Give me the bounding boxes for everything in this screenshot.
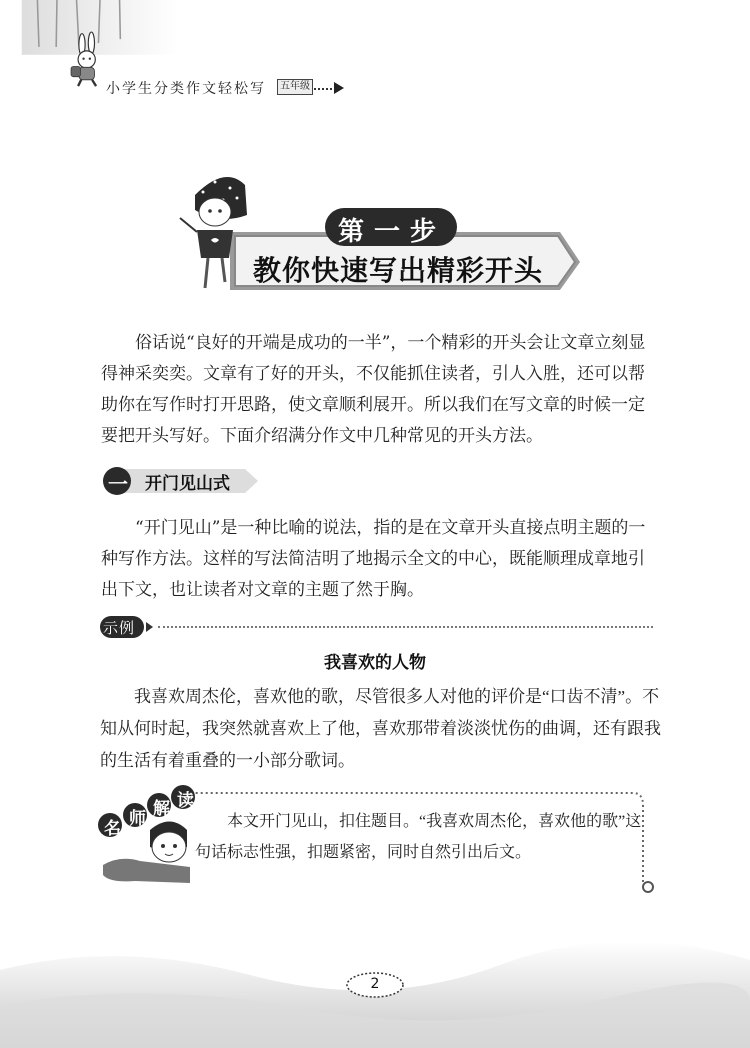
commentary-label-char: 读 bbox=[177, 791, 194, 811]
chapter-title: 教你快速写出精彩开头 bbox=[252, 254, 543, 287]
page-number: 2 bbox=[370, 976, 380, 992]
example-arrow-icon bbox=[146, 622, 153, 632]
grade-badge: 五年级 bbox=[277, 79, 313, 95]
example-title: 我喜欢的人物 bbox=[324, 653, 426, 673]
commentary-text: 本文开门见山，扣住题目。“我喜欢周杰伦，喜欢他的歌”这句话标志性强，扣题紧密，同时自然引出后文。 bbox=[195, 813, 642, 861]
commentary-label-char: 师 bbox=[129, 809, 146, 829]
header-decoration bbox=[0, 0, 200, 90]
step-label: 第一步 bbox=[337, 217, 446, 247]
section-paragraph: “开门见山”是一种比喻的说法，指的是在文章开头直接点明主题的一种写作方法。这样的写法简洁明了地揭示全文的中心，既能顺理成章地引出下文，也让读者对文章的主题了然于胸。 bbox=[101, 518, 646, 600]
example-divider bbox=[158, 626, 653, 628]
header-divider bbox=[314, 88, 336, 90]
section-title: 开门见山式 bbox=[145, 474, 230, 494]
header-arrow-icon bbox=[334, 82, 344, 94]
example-label: 示例 bbox=[103, 619, 136, 637]
example-paragraph: 我喜欢周杰伦，喜欢他的歌，尽管很多人对他的评价是“口齿不清”。不知从何时起，我突然就喜欢上了他，喜欢那带着淡淡忧伤的曲调，还有跟我的生活有着重叠的一小部分歌词。 bbox=[100, 687, 661, 770]
section-number: 一 bbox=[108, 472, 128, 496]
book-title: 小学生分类作文轻松写 bbox=[106, 81, 266, 97]
commentary-label-char: 解 bbox=[153, 799, 170, 819]
commentary-label-char: 名 bbox=[104, 819, 121, 839]
intro-paragraph: 俗话说“良好的开端是成功的一半”，一个精彩的开头会让文章立刻显得神采奕奕。文章有了好的开头，不仅能抓住读者，引人入胜，还可以帮助你在写作时打开思路，使文章顺利展开。所以我们在写文章的时候一定要把开头写好。下面介绍满分作文中几种常见的开头方法。 bbox=[101, 333, 646, 446]
